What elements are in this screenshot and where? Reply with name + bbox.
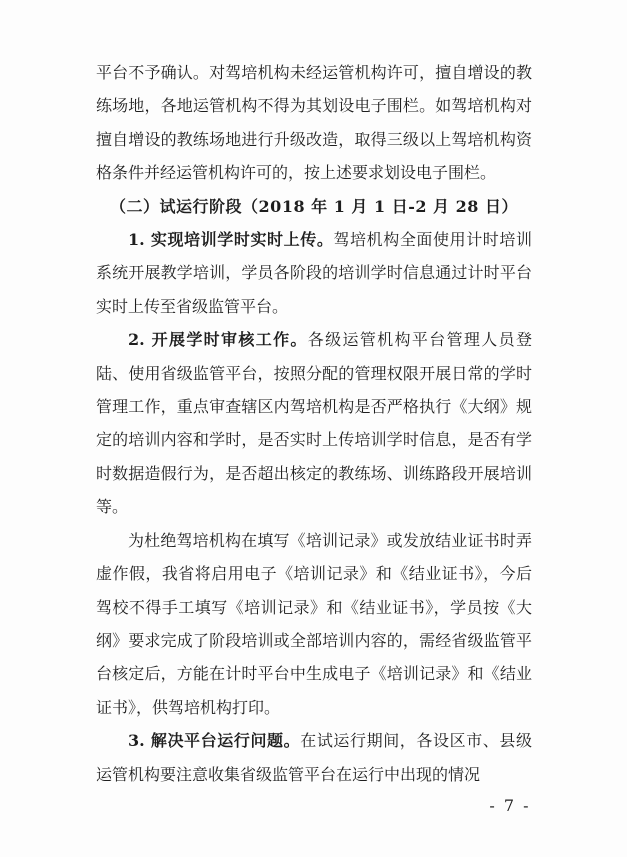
item-2-lead: 2. 开展学时审核工作。 xyxy=(128,330,308,350)
item-3-text: 在试运行期间，各设区市、县级运管机构要注意收集省级监管平台在运行中出现的情况 xyxy=(96,731,532,784)
paragraph-electronic-records: 为杜绝驾培机构在填写《培训记录》或发放结业证书时弄虚作假，我省将启用电子《培训记录》和《结业证书》，今后驾校不得手工填写《培训记录》和《结业证书》，学员按《大纲》要求完成了阶段培训或全部培训内容的，需经省级监管平台核定后，方能在计时平台中生成电子《培训记录》和《结业证书》，供驾培机构打印。 xyxy=(96,530,532,717)
item-3-lead: 3. 解决平台运行问题。 xyxy=(128,731,301,751)
paragraph-item-3 xyxy=(96,724,532,791)
paragraph-item-2 xyxy=(96,323,532,523)
page-number: - 7 - xyxy=(489,796,531,815)
section-heading-trial-phase: （二）试运行阶段（2018 年 1 月 1 日-2 月 28 日） xyxy=(110,196,518,216)
paragraph-electronic-fence: 平台不予确认。对驾培机构未经运管机构许可，擅自增设的教练场地，各地运管机构不得为其划设电子围栏。如驾培机构对擅自增设的教练场地进行升级改造，取得三级以上驾培机构资格条件并经运管机构许可的，按上述要求划设电子围栏。 xyxy=(96,63,532,183)
document-body xyxy=(96,56,532,791)
item-1-lead: 1. 实现培训学时实时上传。 xyxy=(128,230,334,250)
item-2-text: 各级运管机构平台管理人员登陆、使用省级监管平台，按照分配的管理权限开展日常的学时管理工作，重点审查辖区内驾培机构是否严格执行《大纲》规定的培训内容和学时，是否实时上传培训学时信息，是否有学时数据造假行为，是否超出核定的教练场、训练路段开展培训等。 xyxy=(96,330,532,517)
paragraph-item-1 xyxy=(96,223,532,323)
item-1-text: 驾培机构全面使用计时培训系统开展教学培训，学员各阶段的培训学时信息通过计时平台实时上传至省级监管平台。 xyxy=(96,230,532,316)
